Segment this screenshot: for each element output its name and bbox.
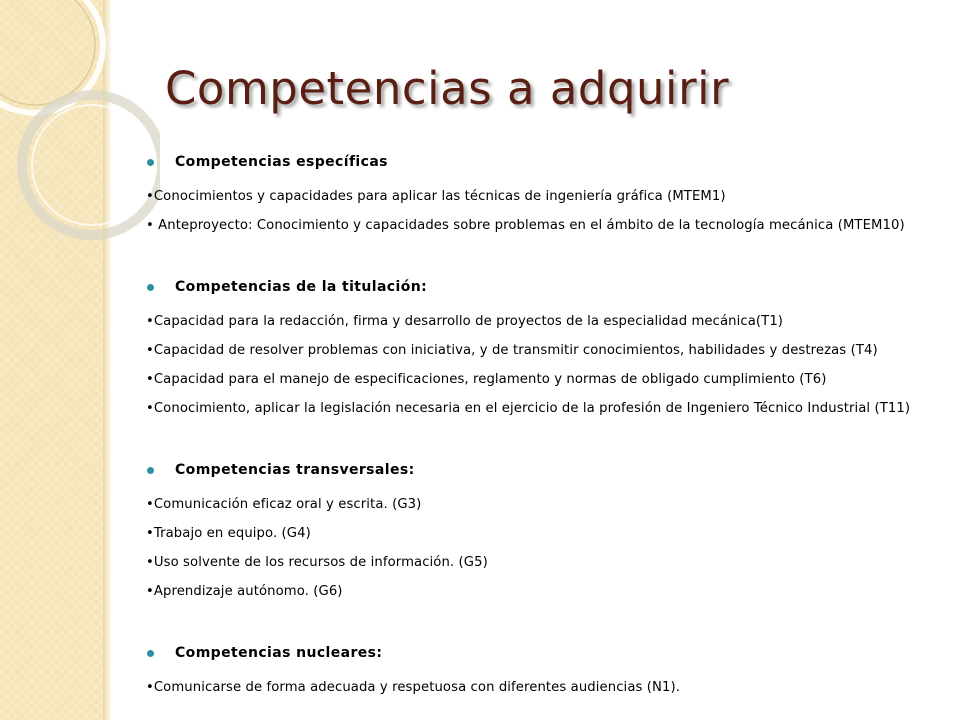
competency-item: •Conocimiento, aplicar la legislación necesaria en el ejercicio de la profesión de Ingeniero Técnico Industrial (T11)	[146, 401, 911, 416]
competency-item: •Comunicarse de forma adecuada y respetuosa con diferentes audiencias (N1).	[146, 680, 680, 695]
section-heading-especificas	[140, 150, 955, 174]
competency-item: •Aprendizaje autónomo. (G6)	[146, 584, 343, 599]
competency-item: •Capacidad para el manejo de especificaciones, reglamento y normas de obligado cumplimiento (T6)	[146, 372, 827, 387]
section-heading-transversales	[140, 458, 955, 482]
competencies-content	[140, 150, 955, 697]
section-heading-label: Competencias transversales:	[175, 462, 415, 478]
competency-item: •Capacidad para la redacción, firma y desarrollo de proyectos de la especialidad mecánica(T1)	[146, 314, 784, 329]
competency-item: •Conocimientos y capacidades para aplicar las técnicas de ingeniería gráfica (MTEM1)	[146, 189, 726, 204]
section-heading-label: Competencias específicas	[175, 154, 388, 170]
decorative-rings	[0, 0, 160, 260]
competency-item: •Uso solvente de los recursos de información. (G5)	[146, 555, 488, 570]
bullet-dot-icon	[147, 650, 154, 657]
competency-item: • Anteproyecto: Conocimiento y capacidades sobre problemas en el ámbito de la tecnología mecánica (MTEM10)	[146, 218, 905, 233]
bullet-dot-icon	[147, 467, 154, 474]
section-heading-titulacion	[140, 275, 955, 299]
section-heading-nucleares	[140, 641, 955, 665]
bullet-dot-icon	[147, 159, 154, 166]
slide-title: Competencias a adquirir	[165, 62, 730, 115]
bullet-dot-icon	[147, 284, 154, 291]
competency-item: •Comunicación eficaz oral y escrita. (G3)	[146, 497, 422, 512]
section-heading-label: Competencias nucleares:	[175, 645, 383, 661]
section-heading-label: Competencias de la titulación:	[175, 279, 428, 295]
competency-item: •Trabajo en equipo. (G4)	[146, 526, 311, 541]
competency-item: •Capacidad de resolver problemas con iniciativa, y de transmitir conocimientos, habilidades y destrezas (T4)	[146, 343, 878, 358]
